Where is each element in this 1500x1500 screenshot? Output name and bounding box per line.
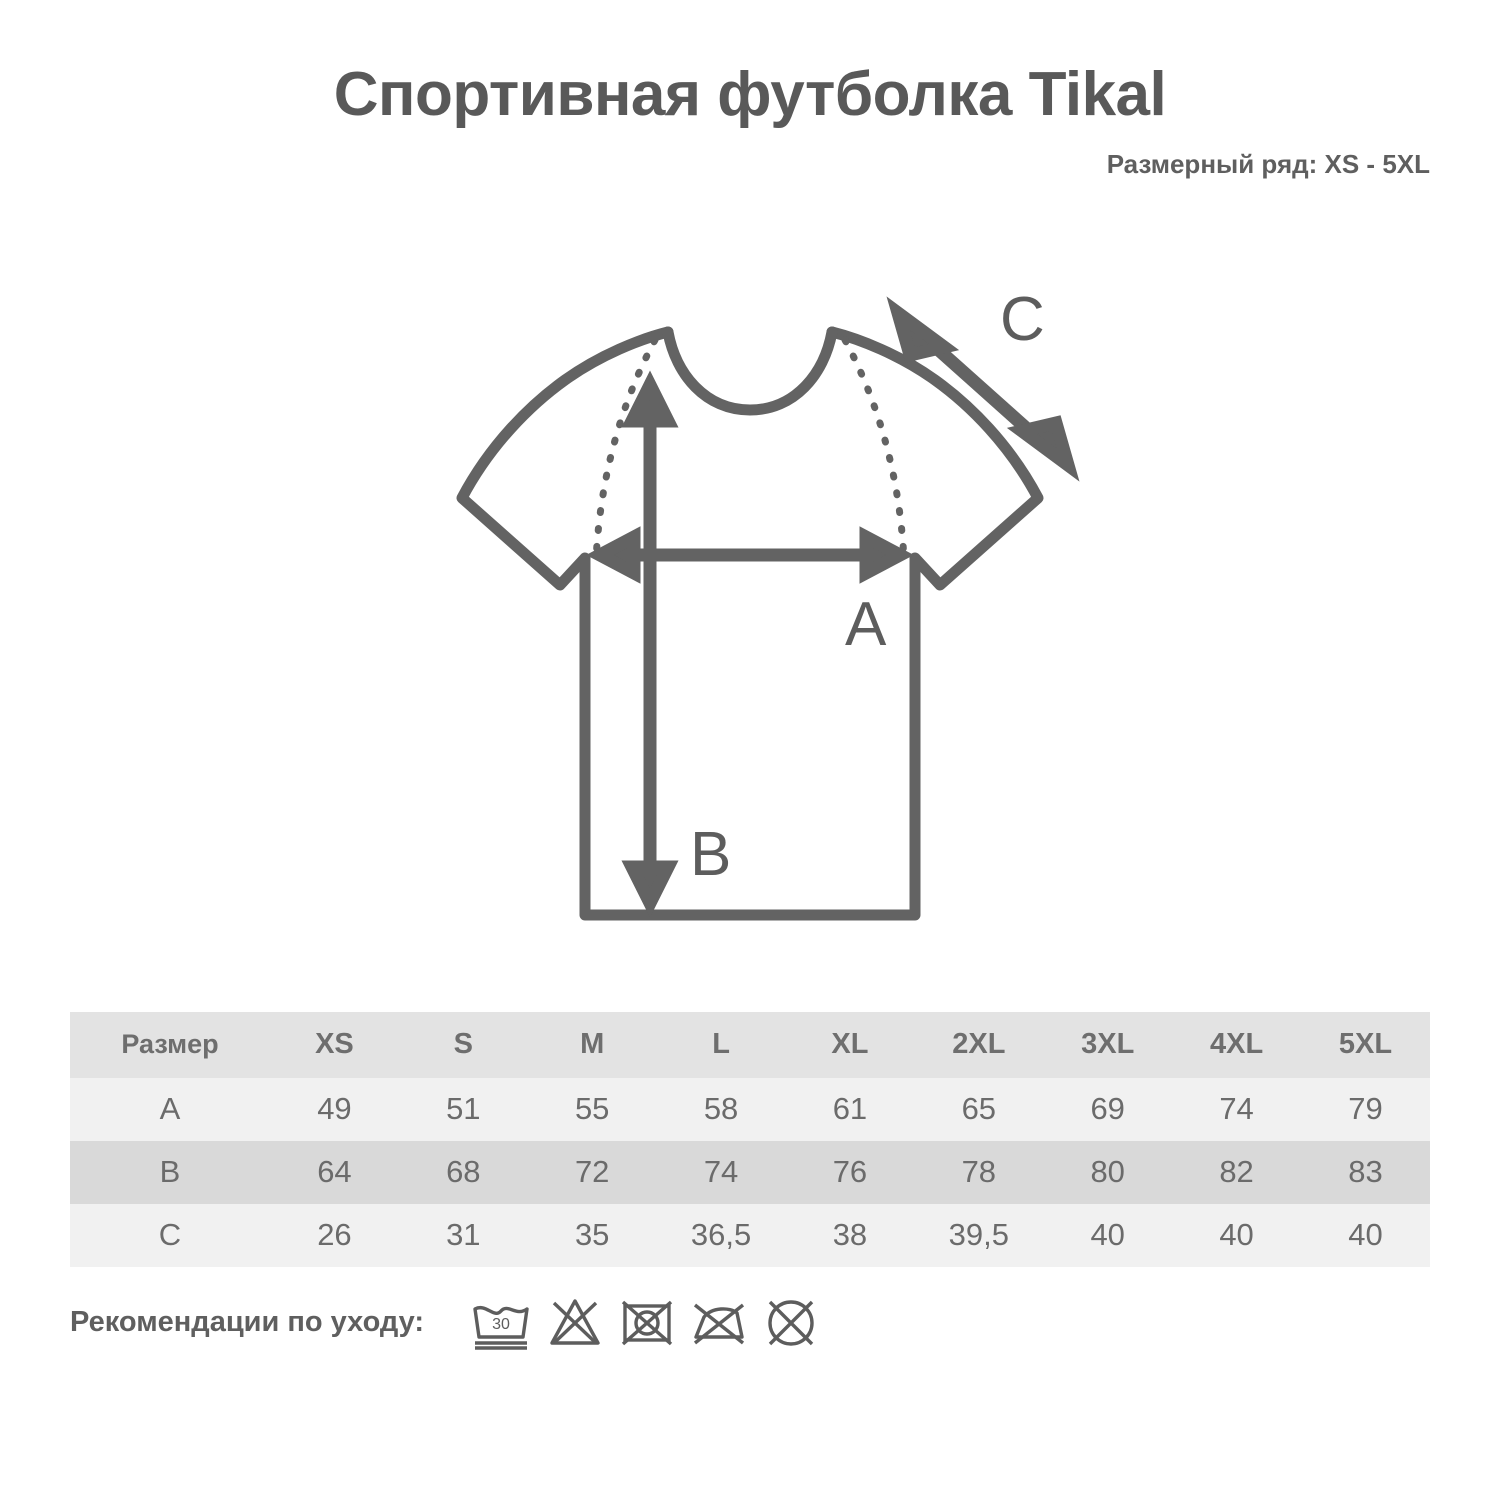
no-tumble-dry-icon [618,1293,676,1351]
column-header-xs: XS [315,1028,354,1060]
cell-a-5xl: 79 [1348,1091,1383,1126]
table-row [70,1204,1430,1267]
cell-b-m: 72 [574,1154,610,1189]
column-header-m: M [580,1028,605,1060]
row-label-c: C [158,1217,182,1252]
size-range-subtitle: Размерный ряд: XS - 5XL [1106,149,1430,180]
cell-b-2xl: 78 [961,1154,997,1189]
row-label-a: A [159,1091,181,1126]
page-title: Спортивная футболка Tikal [333,60,1167,129]
care-icon-list [470,1293,820,1351]
table-row [70,1141,1430,1204]
cell-b-s: 68 [446,1154,481,1189]
column-header-2xl: 2XL [952,1028,1006,1060]
cell-b-5xl: 83 [1348,1154,1383,1189]
cell-a-m: 55 [574,1091,610,1126]
diagram-label-c: C [1000,285,1045,354]
column-header-xl: XL [831,1028,869,1060]
cell-c-m: 35 [574,1217,610,1252]
size-table-body [70,1078,1430,1267]
cell-c-3xl: 40 [1090,1217,1125,1252]
no-bleach-icon [546,1293,604,1351]
table-row [70,1078,1430,1141]
no-iron-icon [690,1293,748,1351]
cell-a-l: 58 [703,1091,739,1126]
row-label-b: B [159,1154,181,1189]
cell-c-xl: 38 [832,1217,868,1252]
cell-a-4xl: 74 [1219,1091,1254,1126]
size-table-head [70,1012,1430,1078]
column-header-4xl: 4XL [1209,1028,1264,1060]
cell-a-xl: 61 [832,1091,868,1126]
cell-b-xl: 76 [832,1154,868,1189]
cell-c-5xl: 40 [1348,1217,1383,1252]
column-header-l: L [712,1028,730,1060]
cell-a-xs: 49 [317,1091,352,1126]
wash-temp-text: 30 [492,1316,510,1333]
cell-b-3xl: 80 [1090,1154,1125,1189]
cell-b-l: 74 [703,1154,739,1189]
cell-c-l: 36,5 [690,1217,752,1252]
cell-a-s: 51 [446,1091,481,1126]
column-header-size: Размер [121,1029,219,1059]
diagram-label-b: B [690,820,732,889]
size-table [70,1012,1430,1267]
cell-a-3xl: 69 [1090,1091,1125,1126]
cell-b-4xl: 82 [1219,1154,1254,1189]
cell-c-xs: 26 [317,1217,352,1252]
tshirt-diagram [0,255,1500,970]
wash-30-icon [470,1293,532,1351]
no-dry-clean-icon [762,1293,820,1351]
cell-c-2xl: 39,5 [948,1217,1009,1252]
column-header-3xl: 3XL [1081,1028,1135,1060]
diagram-label-a: A [845,590,887,659]
cell-c-s: 31 [446,1217,481,1252]
table-header-row [70,1012,1430,1078]
cell-a-2xl: 65 [961,1091,997,1126]
header [70,62,1430,180]
care-label: Рекомендации по уходу: [70,1305,425,1338]
care-instructions [70,1286,820,1358]
cell-b-xs: 64 [317,1154,352,1189]
column-header-5xl: 5XL [1338,1028,1393,1060]
column-header-s: S [453,1028,473,1060]
cell-c-4xl: 40 [1219,1217,1254,1252]
